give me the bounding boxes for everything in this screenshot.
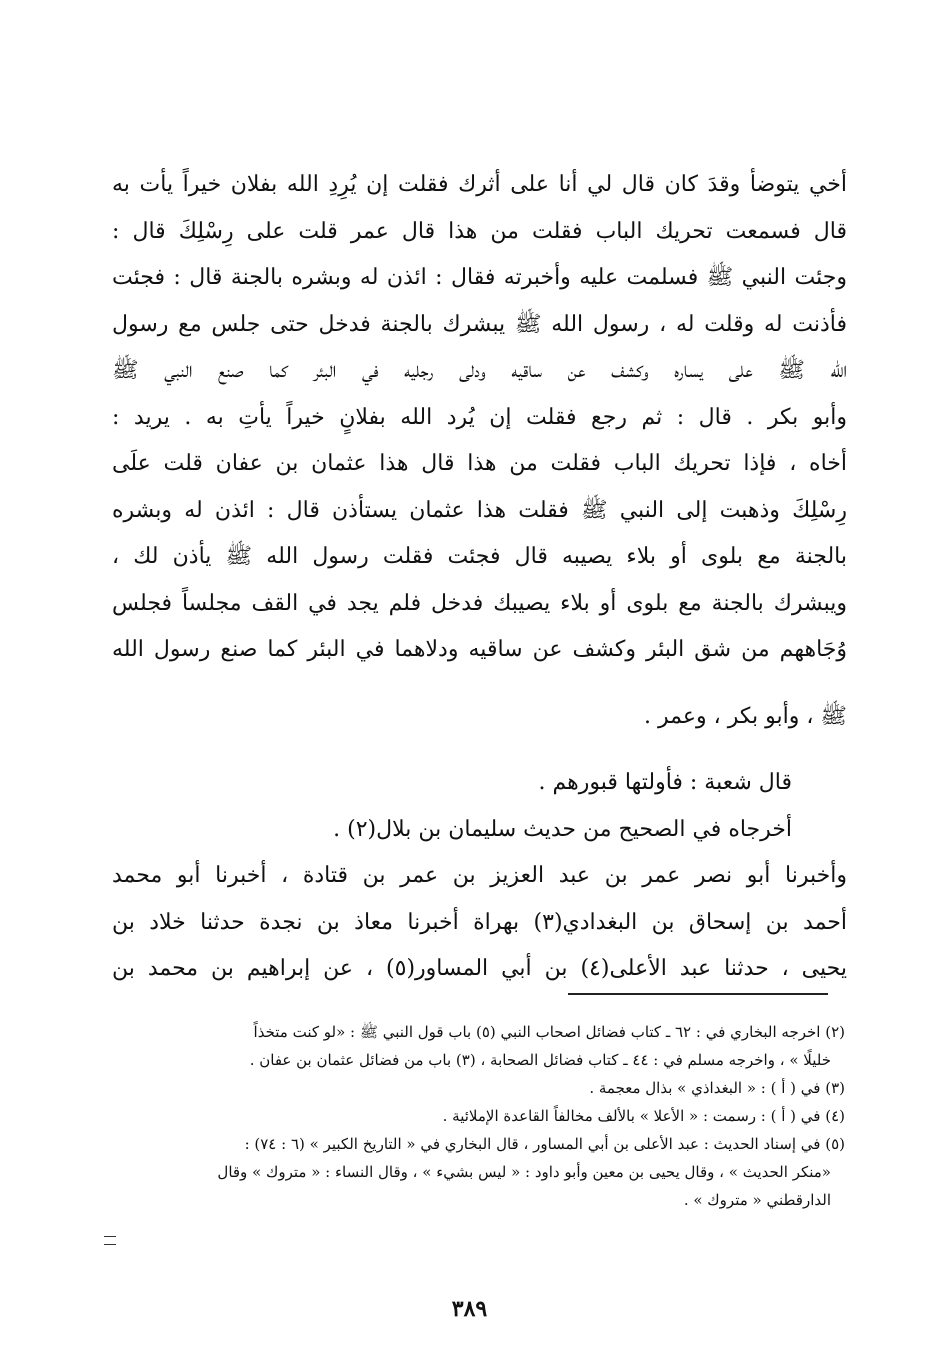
footnote-line: (٢) اخرجه البخاري في : ٦٢ ـ كتاب فضائل اصحاب النبي (٥) باب قول النبي ﷺ : «لو كنت متخذاً [253,1023,845,1041]
footnote-line: (٥) في إسناد الحديث : عبد الأعلى بن أبي المساور ، قال البخاري في « التاريخ الكبير » (٦ : ٧٤) : [244,1135,845,1153]
footnote-line: خليلًا » ، واخرجه مسلم في : ٤٤ ـ كتاب فضائل الصحابة ، (٣) باب من فضائل عثمان بن عفان . [249,1051,831,1069]
takhrij-line: أخرجاه في الصحيح من حديث سليمان بن بلال(٢) . [333,816,792,842]
text-line: وُجَاههم من شق البئر وكشف عن ساقيه ودلاهما في البئر كما صنع رسول الله [112,637,847,662]
text-line: رِسْلِكَ وذهبت إلى النبي ﷺ فقلت هذا عثمان يستأذن قال : ائذن له وبشره [112,497,847,523]
footnote-separator [568,993,828,995]
footnote-line: الدارقطني « متروك » . [683,1191,831,1209]
text-line: بالجنة مع بلوى أو بلاء يصيبه قال فجئت فقلت رسول الله ﷺ يأذن لك ، [112,544,847,569]
page-number: ٣٨٩ [451,1296,488,1322]
isnad-line: أحمد بن إسحاق بن البغدادي(٣) بهراة أخبرنا معاذ بن نجدة حدثنا خلاد بن [112,909,847,935]
text-line: قال فسمعت تحريك الباب فقلت من هذا قال عمر قلت على رِسْلِكَ قال : [112,218,847,244]
isnad-line: يحيى ، حدثنا عبد الأعلى(٤) بن أبي المساور(٥) ، عن إبراهيم بن محمد بن [112,956,847,981]
margin-mark [104,1236,116,1245]
main-text [112,162,847,993]
footnote-line: «منكر الحديث » ، وقال يحيى بن معين وأبو داود : « ليس بشيء » ، وقال النساء : « متروك » وقال [217,1163,831,1181]
text-line: الله ﷺ على يساره وكشف عن ساقيه ودلى رجليه في البئر كما صنع النبي ﷺ [112,358,847,383]
text-line: ﷺ ، وأبو بكر ، وعمر . [644,703,847,729]
text-line: فأذنت له وقلت له ، رسول الله ﷺ يبشرك بالجنة فدخل حتى جلس مع رسول [112,311,847,337]
text-line: وجئت النبي ﷺ فسلمت عليه وأخبرته فقال : ائذن له وبشره بالجنة قال : فجئت [112,265,847,290]
text-line: أخاه ، فإذا تحريك الباب فقلت من هذا قال هذا عثمان بن عفان قلت علَى [112,451,847,476]
text-line: ويبشرك بالجنة مع بلوى أو بلاء يصيبك فدخل فلم يجد في القف مجلساً فجلس [112,590,847,616]
text-line: وأبو بكر . قال : ثم رجع فقلت إن يُرد الله بفلانٍ خيراً يأتِ به . يريد : [112,404,847,430]
shuba-line: قال شعبة : فأولتها قبورهم . [538,770,792,795]
footnote-line: (٤) في ( أ ) : رسمت : « الأعلا » بالألف مخالفاً القاعدة الإملائية . [442,1107,845,1125]
isnad-line: وأخبرنا أبو نصر عمر بن عبد العزيز بن عمر بن قتادة ، أخبرنا أبو محمد [112,863,847,888]
footnotes [112,1018,845,1214]
text-line: أخي يتوضأ وقدَ كان قال لي أنا على أثرك فقلت إن يُرِدِ الله بفلان خيراً يأت به [112,172,847,197]
footnote-line: (٣) في ( أ ) : « البغداذي » بذال معجمة . [589,1079,845,1097]
